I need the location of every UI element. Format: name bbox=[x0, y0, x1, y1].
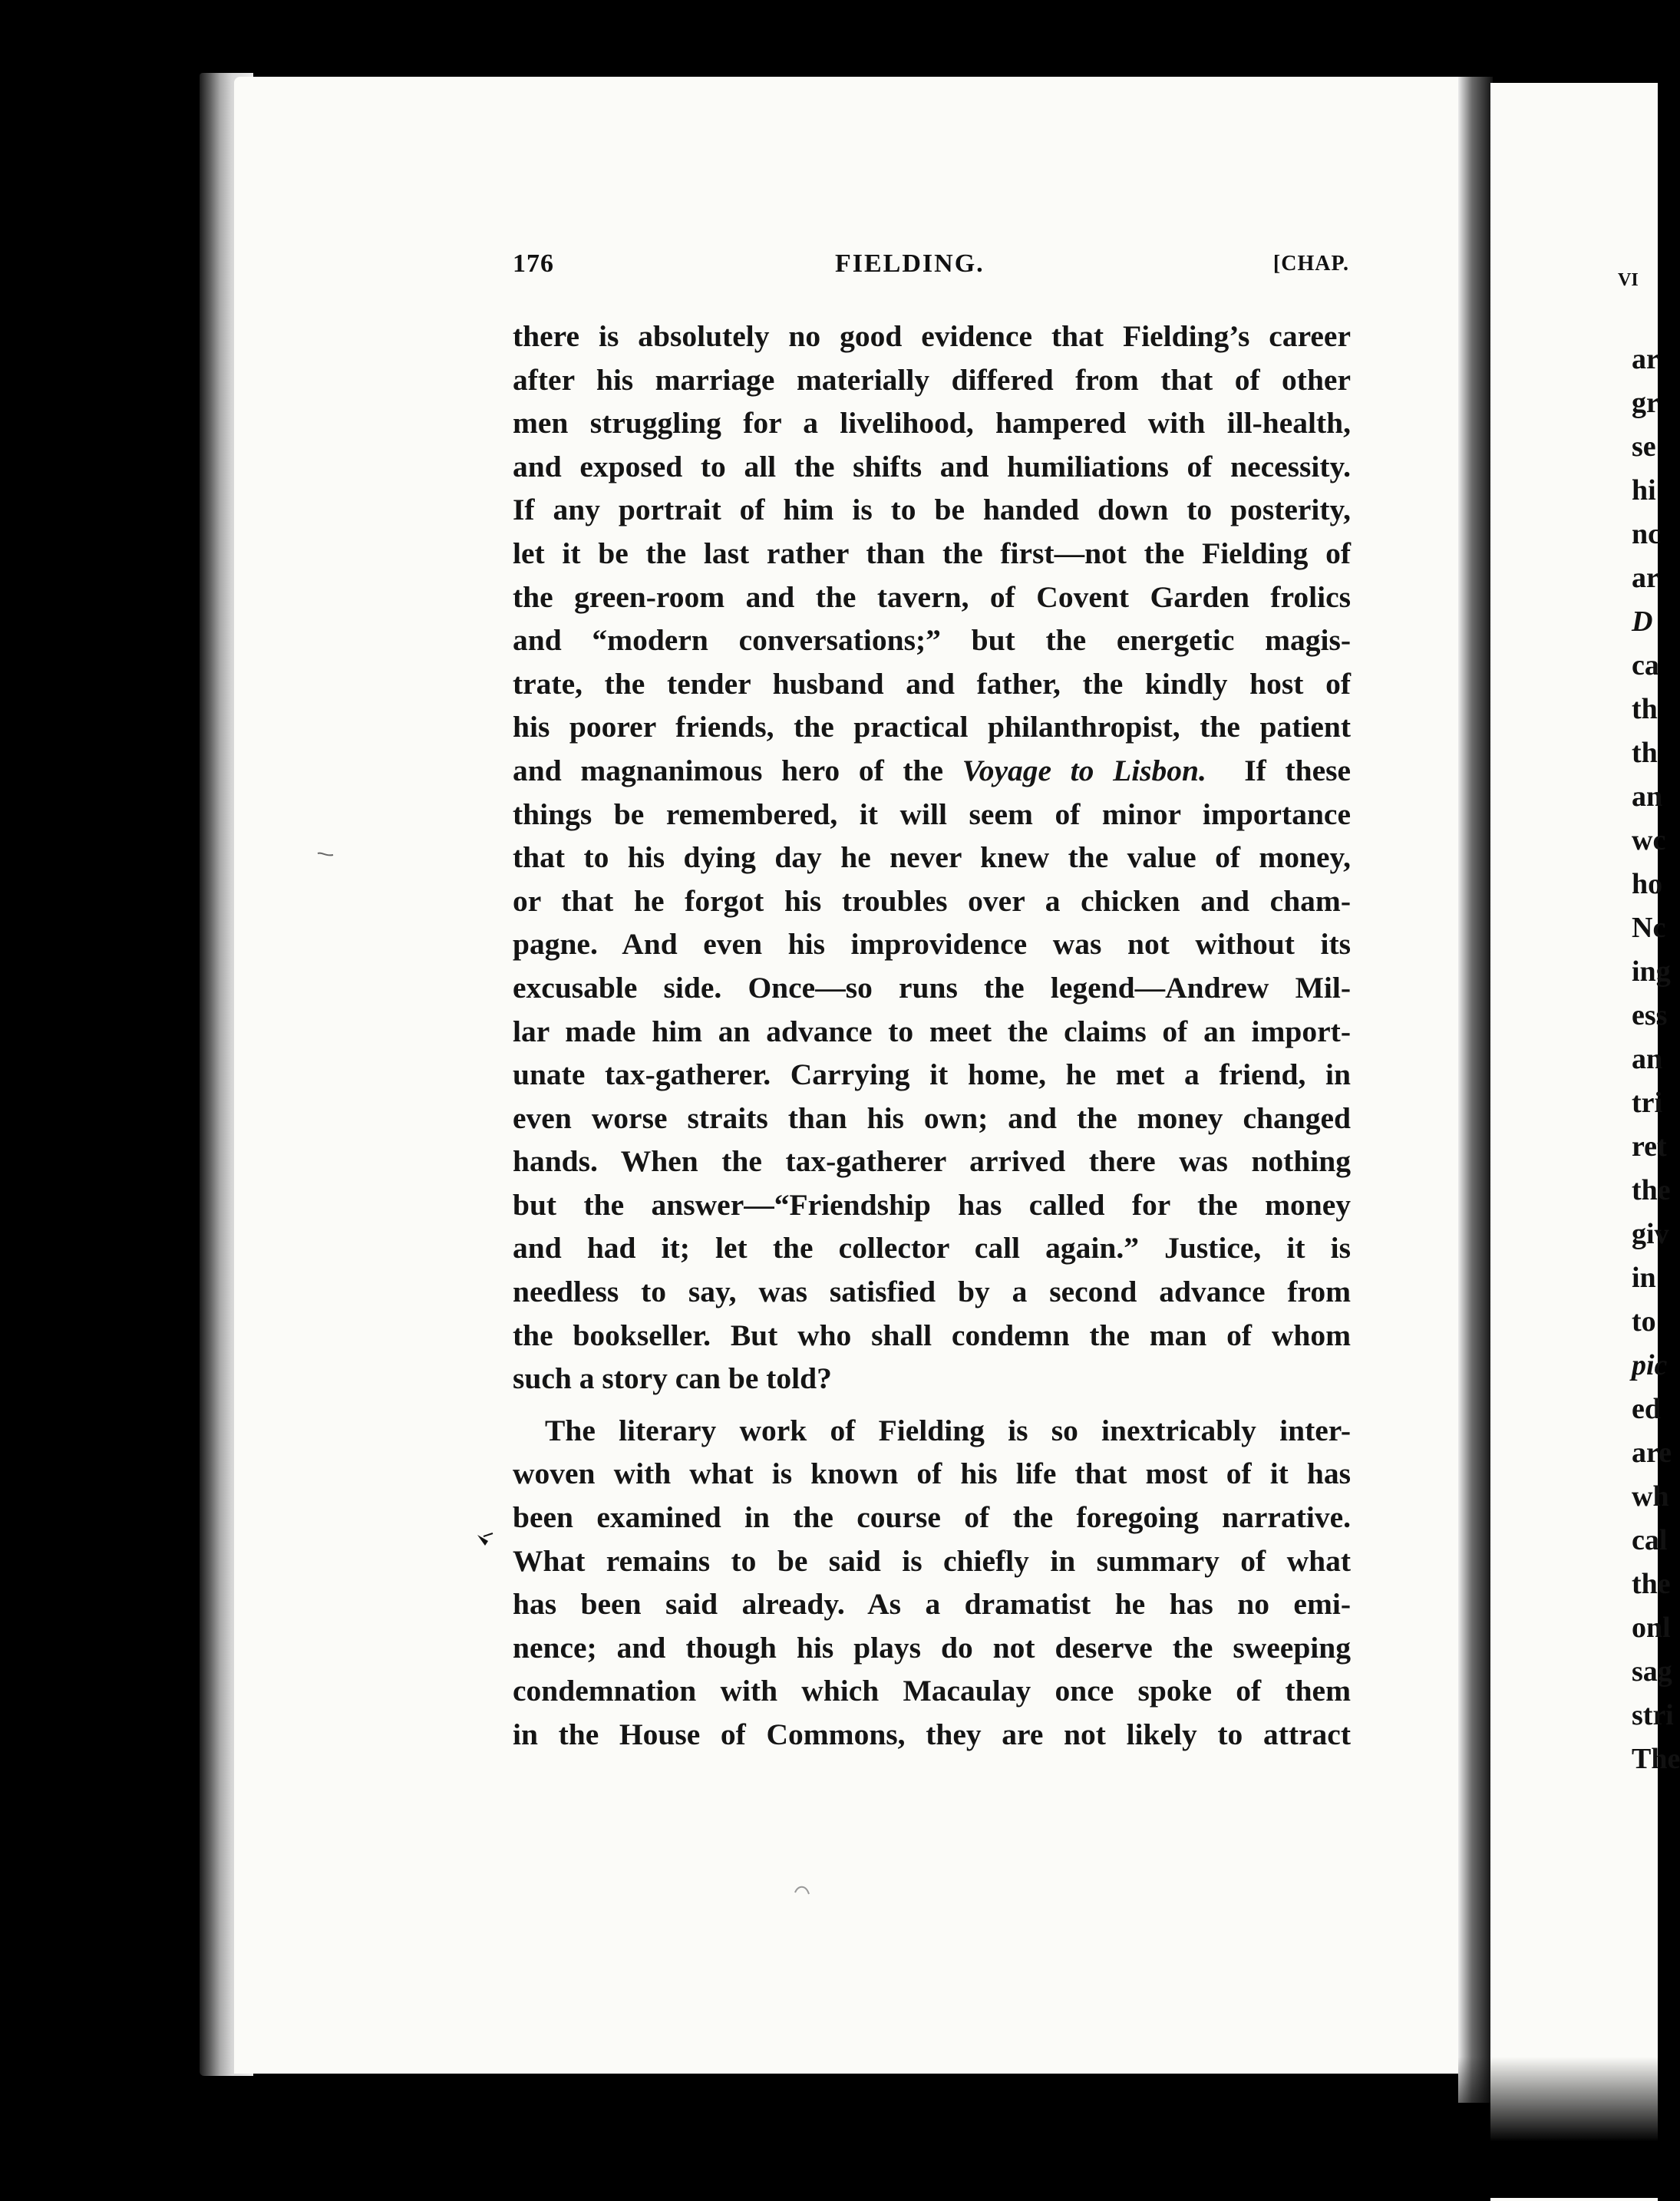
paragraph-2 bbox=[513, 1409, 1351, 1757]
page-number: 176 bbox=[513, 249, 554, 278]
right-line-fragment: D bbox=[1632, 606, 1653, 638]
paragraph-gap bbox=[513, 1401, 1351, 1409]
text-line: things be remembered, it will seem of minor importance bbox=[513, 797, 1351, 831]
text-line: If any portrait of him is to be handed down to posterity, bbox=[513, 493, 1351, 527]
right-line-fragment: in bbox=[1632, 1262, 1656, 1294]
right-line-fragment: pic bbox=[1632, 1349, 1668, 1381]
right-line-fragment: giv bbox=[1632, 1218, 1669, 1250]
right-line-fragment: an bbox=[1632, 1043, 1663, 1075]
text-line: needless to say, was satisfied by a second advance from bbox=[513, 1275, 1351, 1309]
text-line: the bookseller. But who shall condemn the man of whom bbox=[513, 1318, 1351, 1352]
text-line-with-title bbox=[513, 749, 1351, 793]
text-line: and had it; let the collector call again.” Justice, it is bbox=[513, 1231, 1351, 1265]
text-line: his poorer friends, the practical philanthropist, the patient bbox=[513, 710, 1351, 744]
right-line-fragment: wh bbox=[1632, 1480, 1669, 1513]
text-line: lar made him an advance to meet the claims of an import- bbox=[513, 1014, 1351, 1048]
right-line-fragment: hi bbox=[1632, 474, 1656, 507]
book-gutter bbox=[1458, 77, 1493, 2103]
right-line-fragment: sag bbox=[1632, 1655, 1672, 1688]
right-page-running-head: VI bbox=[1618, 270, 1639, 290]
text-line: that to his dying day he never knew the value of money, bbox=[513, 840, 1351, 875]
text-line: hands. When the tax-gatherer arrived there was nothing bbox=[513, 1144, 1351, 1179]
text-line: let it be the last rather than the first—not the Fielding of bbox=[513, 536, 1351, 570]
right-line-fragment: The bbox=[1632, 1743, 1680, 1775]
text-line: nence; and though his plays do not deserve the sweeping bbox=[513, 1630, 1351, 1665]
right-line-fragment: to bbox=[1632, 1305, 1656, 1338]
text-line: there is absolutely no good evidence that Fielding’s career bbox=[513, 319, 1351, 353]
right-line-fragment: ar bbox=[1632, 562, 1659, 594]
text-line: excusable side. Once—so runs the legend—Andrew Mil- bbox=[513, 970, 1351, 1005]
right-line-fragment: th bbox=[1632, 737, 1658, 769]
running-chapter: [CHAP. bbox=[1272, 252, 1349, 276]
right-line-fragment: ess bbox=[1632, 999, 1668, 1031]
text-line: woven with what is known of his life that most of it has bbox=[513, 1457, 1351, 1491]
body-text bbox=[513, 315, 1351, 1757]
right-line-fragment: se bbox=[1632, 431, 1656, 463]
right-line-fragment: stri bbox=[1632, 1699, 1674, 1731]
right-line-fragment: onl bbox=[1632, 1612, 1671, 1644]
right-line-fragment: tri bbox=[1632, 1087, 1663, 1119]
text-line: or that he forgot his troubles over a chicken and cham- bbox=[513, 883, 1351, 918]
running-head bbox=[513, 247, 1349, 281]
text-line: pagne. And even his improvidence was not without its bbox=[513, 927, 1351, 962]
text-line: trate, the tender husband and father, the kindly host of bbox=[513, 666, 1351, 701]
text-line: unate tax-gatherer. Carrying it home, he met a friend, in bbox=[513, 1058, 1351, 1092]
right-line-fragment: the bbox=[1632, 1568, 1671, 1600]
right-line-fragment: the bbox=[1632, 1174, 1671, 1206]
margin-pointer-mark bbox=[476, 1532, 499, 1549]
paragraph-1 bbox=[513, 315, 1351, 1401]
right-line-fragment: gr bbox=[1632, 387, 1659, 419]
right-page-shadow bbox=[1458, 2057, 1658, 2198]
italic-book-title: Voyage to Lisbon. bbox=[962, 753, 1206, 787]
right-line-fragment: nc bbox=[1632, 518, 1661, 550]
right-line-fragment: cal bbox=[1632, 1524, 1668, 1556]
text-line: such a story can be told? bbox=[513, 1361, 832, 1396]
text-line: the green-room and the tavern, of Covent Garden frolics bbox=[513, 579, 1351, 614]
text-line: has been said already. As a dramatist he has no emi- bbox=[513, 1587, 1351, 1622]
running-title: FIELDING. bbox=[835, 249, 985, 278]
text-line: even worse straits than his own; and the money changed bbox=[513, 1100, 1351, 1135]
right-page-text-fragments bbox=[1632, 338, 1680, 1781]
right-line-fragment: ca bbox=[1632, 649, 1659, 681]
right-line-fragment: ing bbox=[1632, 955, 1671, 988]
text-line: but the answer—“Friendship has called for the money bbox=[513, 1187, 1351, 1222]
right-line-fragment: Nc bbox=[1632, 912, 1666, 944]
text-line: condemnation with which Macaulay once spoke of them bbox=[513, 1674, 1351, 1708]
text-line: and exposed to all the shifts and humiliations of necessity. bbox=[513, 449, 1351, 483]
right-line-fragment: wc bbox=[1632, 824, 1666, 856]
text-line: after his marriage materially differed from that of other bbox=[513, 362, 1351, 397]
right-line-fragment: an bbox=[1632, 780, 1663, 813]
right-line-fragment: th bbox=[1632, 693, 1658, 725]
text-line: What remains to be said is chiefly in summary of what bbox=[513, 1543, 1351, 1578]
bottom-smudge-mark bbox=[789, 1879, 817, 1902]
text-line: in the House of Commons, they are not likely to attract bbox=[513, 1718, 1351, 1751]
right-line-fragment: are bbox=[1632, 1437, 1672, 1469]
right-line-fragment: ho bbox=[1632, 868, 1663, 900]
text-line: been examined in the course of the foregoing narrative. bbox=[513, 1500, 1351, 1535]
stray-ink-mark bbox=[316, 850, 336, 860]
right-line-fragment: ed bbox=[1632, 1393, 1661, 1425]
right-line-fragment: ar bbox=[1632, 343, 1659, 375]
text-segment: If these bbox=[1244, 753, 1352, 787]
text-line: men struggling for a livelihood, hampered with ill-health, bbox=[513, 406, 1351, 441]
right-line-fragment: ret bbox=[1632, 1130, 1667, 1163]
text-line: The literary work of Fielding is so inextricably inter- bbox=[545, 1413, 1351, 1447]
text-segment: and magnanimous hero of the bbox=[513, 753, 944, 787]
text-line: and “modern conversations;” but the energetic magis- bbox=[513, 623, 1351, 658]
